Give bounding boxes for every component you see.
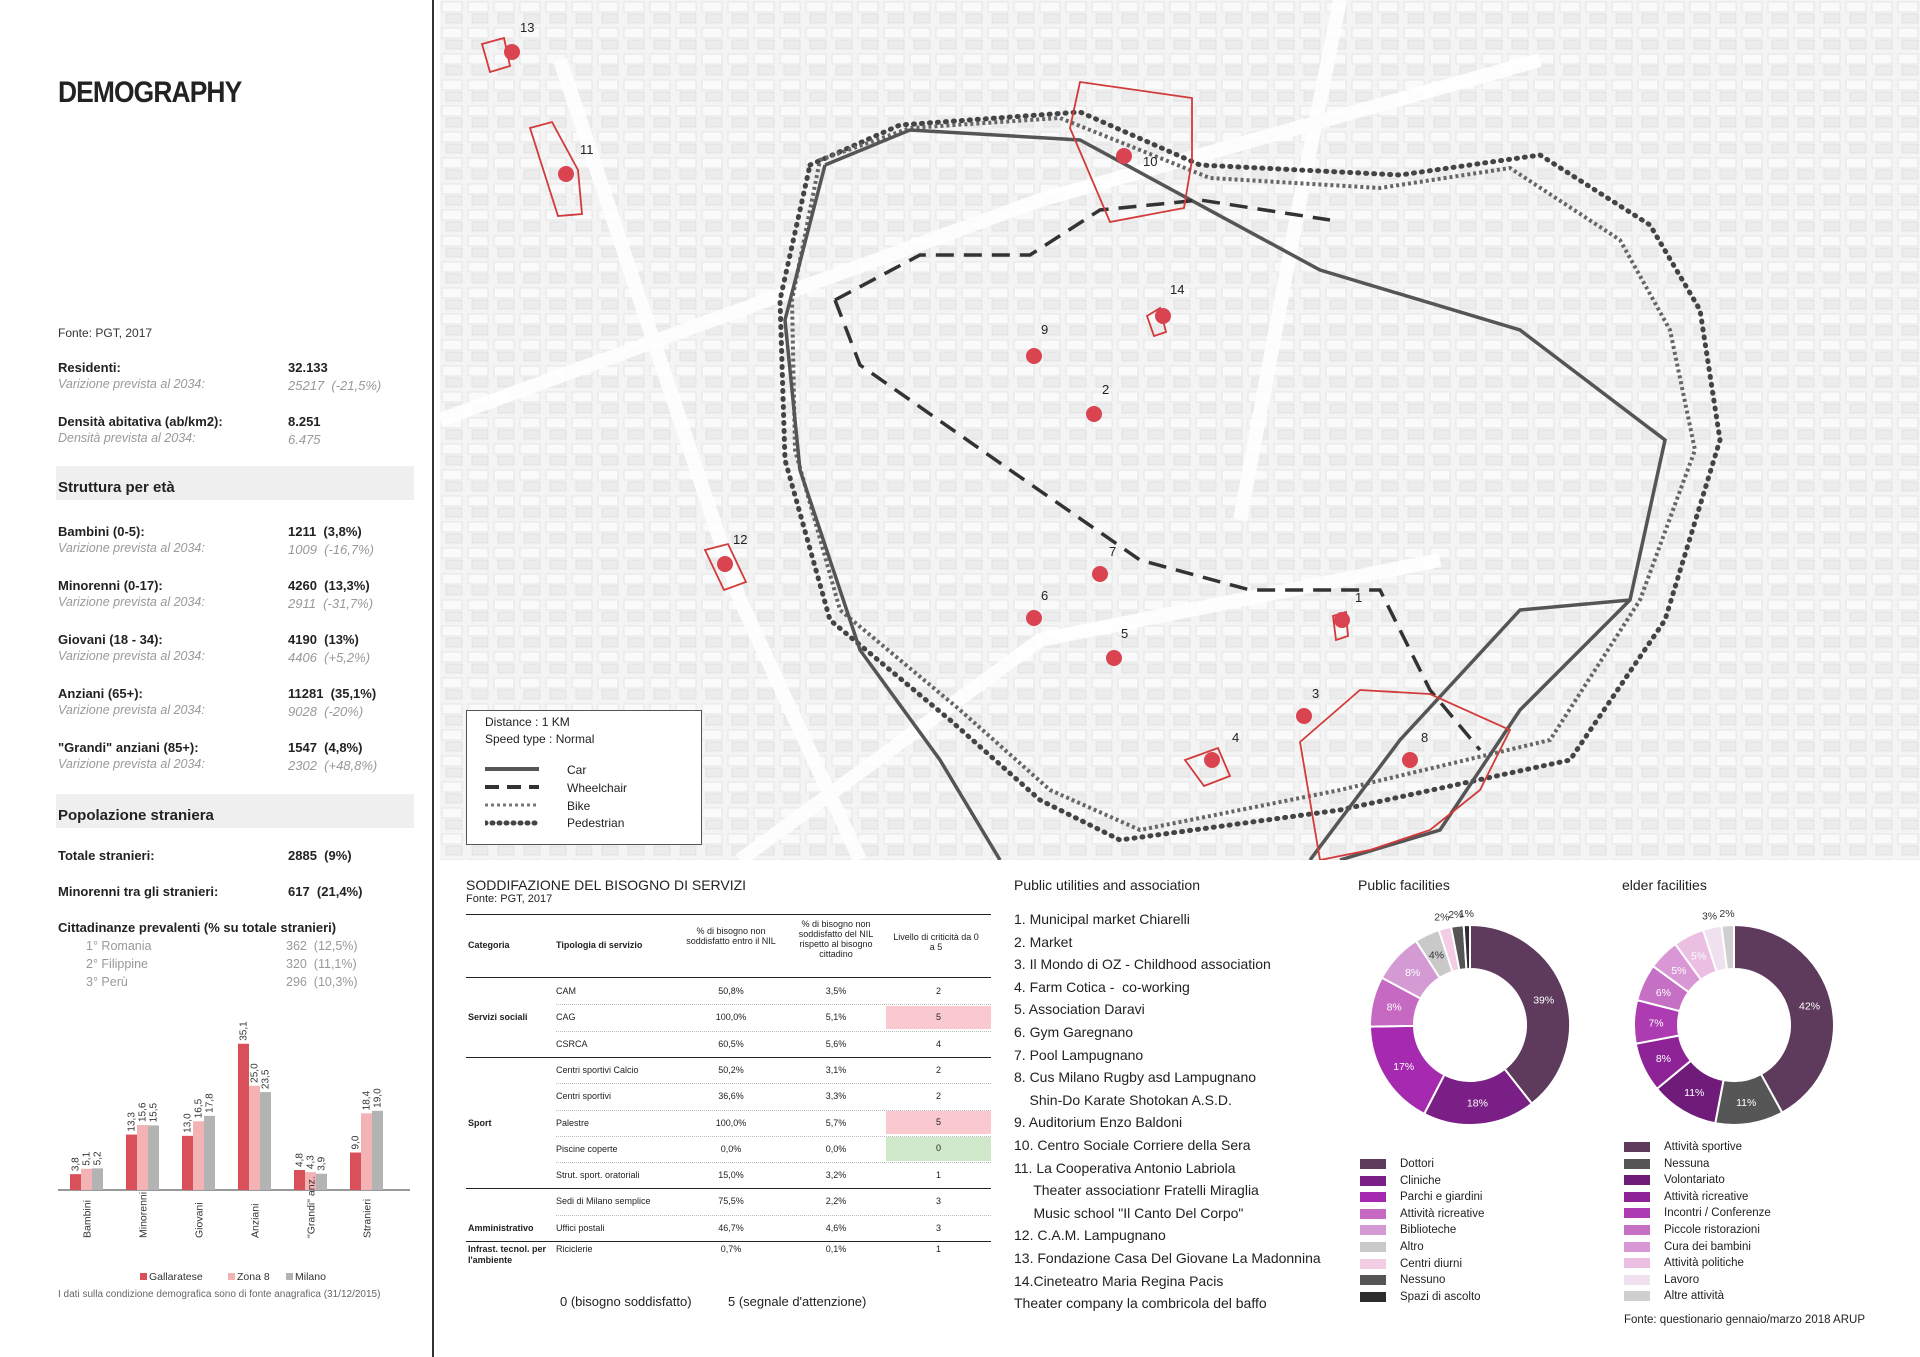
slice-label: 18% — [1466, 1097, 1488, 1110]
cell-cittadino: 2,2% — [825, 1196, 847, 1207]
utility-item: 8. Cus Milano Rugby asd Lampugnano — [1014, 1069, 1257, 1086]
legend-distance: Distance : 1 KM — [485, 715, 570, 729]
cell-cittadino: 3,3% — [825, 1091, 847, 1102]
cell-cittadino: 4,6% — [825, 1222, 847, 1233]
legend-label: Attività sportive — [1664, 1141, 1742, 1153]
legend-label: Gallaratese — [149, 1271, 203, 1283]
legend-item — [1624, 1189, 1771, 1206]
col-header-tipologia: Tipologia di servizio — [556, 940, 643, 950]
demography-bar-chart — [40, 1005, 430, 1345]
cell-cittadino: 3,5% — [825, 986, 847, 996]
bar-value-label: 13,3 — [126, 1112, 138, 1132]
utility-item: 5. Association Daravi — [1014, 1001, 1145, 1018]
cell-categoria: Infrast. tecnol. per l'ambiente — [468, 1244, 547, 1265]
bar-value-label: 5,1 — [81, 1151, 93, 1166]
marker-label: 11 — [580, 142, 594, 157]
legend-label: Incontri / Conferenze — [1664, 1207, 1771, 1220]
legend-label: Parchi e giardini — [1400, 1191, 1483, 1204]
site-marker-7[interactable] — [1092, 566, 1108, 582]
legend-line-samples — [485, 763, 541, 833]
legend-swatch — [1624, 1142, 1650, 1152]
slice-label: 5% — [1671, 964, 1687, 977]
slice-label: 11% — [1736, 1097, 1757, 1110]
cell-cittadino: 3,1% — [825, 1064, 847, 1075]
cell-tipologia: CAM — [556, 986, 576, 996]
utility-item: 9. Auditorium Enzo Baldoni — [1014, 1114, 1183, 1131]
utility-item: Theater associationr Fratelli Miraglia — [1014, 1182, 1259, 1199]
legend-swatch — [1360, 1242, 1386, 1252]
citizenship-item: 2° Filippine 320 (11,1%) — [86, 957, 357, 971]
age-item-giovani: Giovani (18 - 34): 4190 (13%) Varizione prevista al 2034: 4406 (+5,2%) — [58, 632, 371, 665]
stat-residents: Residenti: 32.133 Varizione prevista al 2034: 25217 (-21,5%) — [58, 360, 382, 393]
bar-value-label: 18,4 — [361, 1090, 373, 1111]
cell-livello: 1 — [935, 1170, 941, 1181]
demography-panel — [0, 0, 434, 1357]
utilities-heading: Public utilities and association — [1014, 877, 1200, 893]
foreign-minors: Minorenni tra gli stranieri: 617 (21,4%) — [58, 884, 363, 899]
legend-label: Lavoro — [1664, 1273, 1700, 1286]
site-marker-9[interactable] — [1026, 348, 1042, 364]
survey-source: Fonte: questionario gennaio/marzo 2018 ARUP — [1624, 1314, 1866, 1326]
bar — [182, 1136, 193, 1190]
legend-label: Cura dei bambini — [1664, 1240, 1751, 1253]
bar — [193, 1121, 204, 1190]
bar — [81, 1169, 92, 1190]
marker-label: 4 — [1232, 730, 1240, 745]
cell-nil: 15,0% — [718, 1170, 744, 1181]
cell-cittadino: 5,6% — [825, 1038, 847, 1049]
col-header-nil: % di bisogno non soddisfatto entro il NIL — [686, 926, 776, 946]
citizenship-item: 3° Perù 296 (10,3%) — [86, 975, 358, 989]
cell-livello: 2 — [935, 1091, 941, 1102]
legend-swatch — [1624, 1225, 1650, 1235]
utility-item: 10. Centro Sociale Corriere della Sera — [1014, 1136, 1251, 1153]
utility-item: Shin-Do Karate Shotokan A.S.D. — [1014, 1091, 1232, 1108]
scale-low: 0 (bisogno soddisfatto) — [560, 1294, 692, 1309]
legend-swatch — [1624, 1192, 1650, 1202]
legend-label: Centri diurni — [1400, 1257, 1462, 1270]
cell-livello: 2 — [935, 1064, 941, 1075]
age-item-minorenni: Minorenni (0-17): 4260 (13,3%) Varizione prevista al 2034: 2911 (-31,7%) — [58, 578, 374, 611]
bar-value-label: 17,8 — [204, 1093, 216, 1113]
legend-item — [1360, 1222, 1484, 1239]
cell-categoria: Servizi sociali — [468, 1012, 528, 1023]
table-row — [466, 1110, 991, 1136]
utility-item: 2. Market — [1014, 933, 1073, 950]
cell-livello: 2 — [935, 986, 941, 996]
bar — [148, 1125, 159, 1190]
services-table — [466, 914, 991, 1265]
site-marker-14[interactable] — [1155, 308, 1171, 324]
legend-label: Attività ricreative — [1664, 1190, 1749, 1203]
table-row — [466, 1057, 991, 1083]
table-row — [466, 1136, 991, 1162]
age-item-bambini: Bambini (0-5): 1211 (3,8%) Varizione prevista al 2034: 1009 (-16,7%) — [58, 524, 374, 557]
bar — [238, 1044, 249, 1190]
legend-wheelchair: Wheelchair — [567, 781, 628, 795]
slice-label: 42% — [1799, 1000, 1821, 1013]
bar-value-label: 4,8 — [294, 1153, 306, 1167]
bar-value-label: 5,2 — [92, 1151, 104, 1166]
site-marker-5[interactable] — [1106, 650, 1122, 666]
col-header-livello: Livello di criticità da 0 a 5 — [893, 932, 979, 952]
legend-swatch — [286, 1273, 293, 1280]
site-marker-1[interactable] — [1334, 612, 1350, 628]
legend-item — [1360, 1206, 1484, 1223]
slice-label: 11% — [1684, 1087, 1705, 1100]
cell-cittadino: 0,1% — [825, 1244, 847, 1254]
legend-item — [1624, 1205, 1771, 1222]
marker-label: 12 — [733, 532, 748, 547]
utility-item: 1. Municipal market Chiarelli — [1014, 911, 1190, 927]
bar-value-label: 23,5 — [260, 1069, 272, 1090]
cell-tipologia: CAG — [556, 1012, 576, 1023]
site-marker-8[interactable] — [1402, 752, 1418, 768]
elder-facilities-donut — [1624, 895, 1854, 1135]
foreign-population-heading: Popolazione straniera — [56, 794, 414, 828]
col-header-cittadino: % di bisogno non soddisfatto del NIL rispetto al bisogno cittadino — [798, 919, 874, 959]
slice-label: 7% — [1648, 1017, 1664, 1030]
age-item-anziani: Anziani (65+): 11281 (35,1%) Varizione prevista al 2034: 9028 (-20%) — [58, 686, 377, 719]
marker-label: 7 — [1109, 544, 1117, 559]
bar — [137, 1125, 148, 1190]
legend-swatch — [1624, 1208, 1650, 1218]
public-facilities-donut — [1360, 895, 1590, 1135]
foreign-total: Totale stranieri: 2885 (9%) — [58, 848, 352, 863]
marker-label: 13 — [520, 20, 535, 35]
cell-nil: 0,0% — [720, 1143, 742, 1154]
bar-value-label: 35,1 — [238, 1021, 250, 1041]
legend-swatch — [1360, 1225, 1386, 1235]
cell-cittadino: 5,7% — [825, 1117, 847, 1128]
legend-item — [1360, 1289, 1484, 1306]
legend-label: Dottori — [1400, 1158, 1434, 1170]
bar — [372, 1111, 383, 1190]
legend-item — [1360, 1256, 1484, 1273]
legend-swatch — [1624, 1159, 1650, 1169]
cell-tipologia: Strut. sport. oratoriali — [556, 1170, 640, 1181]
cell-tipologia: Sedi di Milano semplice — [556, 1196, 651, 1207]
legend-swatch — [1360, 1292, 1386, 1302]
utility-item: Theater company la combricola del baffo — [1014, 1295, 1267, 1312]
site-marker-10[interactable] — [1116, 148, 1132, 164]
bar — [249, 1086, 260, 1190]
marker-label: 10 — [1143, 154, 1158, 169]
slice-label: 6% — [1655, 986, 1672, 999]
table-row — [466, 1162, 991, 1188]
marker-label: 2 — [1102, 382, 1110, 397]
slice-label: 8% — [1405, 967, 1421, 980]
legend-label: Attività politiche — [1664, 1257, 1744, 1270]
legend-label: Nessuna — [1664, 1157, 1710, 1170]
slice-label: 1% — [1458, 908, 1475, 921]
page-title: DEMOGRAPHY — [58, 76, 242, 109]
legend-speed: Speed type : Normal — [485, 732, 595, 746]
bar-value-label: 15,6 — [137, 1102, 149, 1122]
public-facilities-legend — [1360, 1156, 1484, 1305]
cell-nil: 50,8% — [718, 986, 744, 996]
site-marker-4[interactable] — [1204, 752, 1220, 768]
slice-label: 8% — [1386, 1001, 1402, 1014]
legend-item — [1624, 1288, 1771, 1305]
legend-swatch — [1360, 1259, 1386, 1269]
legend-swatch — [1360, 1192, 1386, 1202]
table-row — [466, 1083, 991, 1109]
bar — [204, 1116, 215, 1190]
cell-tipologia: Uffici postali — [556, 1222, 605, 1233]
site-marker-2[interactable] — [1086, 406, 1102, 422]
cell-nil: 36,6% — [718, 1091, 744, 1102]
elder-facilities-legend — [1624, 1139, 1771, 1305]
bar-value-label: 9,0 — [350, 1135, 362, 1150]
source-note: Fonte: PGT, 2017 — [58, 326, 153, 340]
cell-tipologia: Palestre — [556, 1117, 590, 1128]
utility-item: 6. Gym Garegnano — [1014, 1023, 1134, 1040]
table-row — [466, 1215, 991, 1241]
site-marker-11[interactable] — [558, 166, 574, 182]
legend-swatch — [1624, 1175, 1650, 1185]
citizenship-heading: Cittadinanze prevalenti (% su totale stranieri) — [58, 920, 337, 935]
site-marker-12[interactable] — [717, 556, 733, 572]
cell-livello: 5 — [886, 1111, 991, 1134]
legend-bike: Bike — [567, 799, 591, 813]
cell-nil: 0,7% — [720, 1244, 742, 1254]
legend-car: Car — [567, 763, 587, 777]
cell-tipologia: Centri sportivi — [556, 1091, 612, 1102]
legend-label: Milano — [295, 1271, 326, 1283]
bar-value-label: 13,0 — [182, 1113, 194, 1133]
cell-livello: 3 — [935, 1222, 941, 1233]
utility-item: 7. Pool Lampugnano — [1014, 1046, 1144, 1063]
bar — [260, 1092, 271, 1190]
bar-value-label: 16,5 — [193, 1098, 205, 1119]
cell-nil: 50,2% — [718, 1064, 744, 1075]
legend-item — [1624, 1255, 1771, 1272]
legend-swatch — [1624, 1242, 1650, 1252]
legend-label: Nessuno — [1400, 1274, 1446, 1287]
cell-livello: 4 — [935, 1038, 941, 1049]
cell-tipologia: Riciclerie — [556, 1244, 593, 1254]
site-marker-13[interactable] — [504, 44, 520, 60]
legend-item — [1624, 1222, 1771, 1239]
col-header-categoria: Categoria — [468, 940, 510, 950]
category-label: "Grandi" anz. — [305, 1176, 318, 1238]
slice-label: 2% — [1448, 908, 1464, 921]
legend-item — [1624, 1172, 1771, 1189]
citizenship-item: 1° Romania 362 (12,5%) — [86, 939, 358, 953]
legend-swatch — [1360, 1275, 1386, 1285]
bar — [350, 1153, 361, 1191]
bar — [92, 1168, 103, 1190]
map-legend — [466, 710, 702, 845]
marker-label: 8 — [1421, 730, 1429, 745]
legend-swatch — [228, 1273, 235, 1280]
site-marker-3[interactable] — [1296, 708, 1312, 724]
cell-livello: 1 — [935, 1244, 941, 1254]
cell-categoria: Amministrativo — [468, 1222, 534, 1233]
legend-label: Biblioteche — [1400, 1224, 1457, 1237]
slice-label: 2% — [1434, 911, 1450, 924]
cell-cittadino: 0,0% — [825, 1143, 847, 1154]
cell-categoria: Sport — [468, 1117, 492, 1128]
category-label: Bambini — [81, 1200, 94, 1238]
legend-swatch — [1360, 1209, 1386, 1219]
marker-label: 1 — [1355, 590, 1363, 605]
donut-slice — [1470, 925, 1570, 1104]
table-row — [466, 1188, 991, 1214]
marker-label: 9 — [1041, 322, 1049, 337]
bar-value-label: 25,0 — [249, 1063, 261, 1083]
bar — [294, 1170, 305, 1190]
slice-label: 17% — [1393, 1061, 1415, 1074]
table-row — [466, 1004, 991, 1030]
cell-cittadino: 5,1% — [825, 1012, 847, 1023]
table-row — [466, 1031, 991, 1057]
legend-pedestrian: Pedestrian — [567, 816, 625, 830]
site-marker-6[interactable] — [1026, 610, 1042, 626]
utility-item: Music school "Il Canto Del Corpo" — [1014, 1204, 1244, 1221]
legend-item — [1360, 1189, 1484, 1206]
cell-nil: 60,5% — [718, 1038, 744, 1049]
cell-tipologia: CSRCA — [556, 1038, 588, 1049]
age-item-grandi-anziani: "Grandi" anziani (85+): 1547 (4,8%) Varizione prevista al 2034: 2302 (+48,8%) — [58, 740, 378, 773]
slice-label: 4% — [1428, 949, 1445, 962]
legend-label: Altre attività — [1664, 1290, 1725, 1303]
marker-label: 6 — [1041, 588, 1049, 603]
legend-item — [1360, 1156, 1484, 1173]
legend-label: Attività ricreative — [1400, 1207, 1485, 1220]
bar-value-label: 15,5 — [148, 1102, 160, 1123]
cell-livello: 5 — [886, 1006, 991, 1029]
cell-cittadino: 3,2% — [825, 1170, 847, 1181]
table-title: SODDIFAZIONE DEL BISOGNO DI SERVIZI — [466, 877, 747, 893]
legend-label: Volontariato — [1664, 1174, 1725, 1187]
age-structure-heading: Struttura per età — [56, 466, 414, 500]
marker-label: 5 — [1121, 626, 1129, 641]
cell-nil: 75,5% — [718, 1196, 744, 1207]
slice-label: 39% — [1533, 994, 1555, 1007]
utility-item: 3. Il Mondo di OZ - Childhood association — [1014, 956, 1271, 973]
utility-item: 14.Cineteatro Maria Regina Pacis — [1014, 1272, 1224, 1289]
legend-item — [1624, 1139, 1771, 1156]
cell-nil: 100,0% — [715, 1117, 747, 1128]
legend-label: Spazi di ascolto — [1400, 1290, 1481, 1303]
slice-label: 2% — [1719, 908, 1735, 921]
cell-nil: 46,7% — [718, 1222, 744, 1233]
elder-facilities-title: elder facilities — [1622, 877, 1707, 893]
category-label: Giovani — [193, 1202, 206, 1238]
category-label: Anziani — [249, 1203, 262, 1238]
cell-livello: 0 — [886, 1137, 991, 1160]
table-row — [466, 978, 991, 1004]
bar — [70, 1174, 81, 1190]
category-label: Stranieri — [361, 1198, 374, 1238]
utility-item: 11. La Cooperativa Antonio Labriola — [1014, 1159, 1236, 1176]
legend-label: Altro — [1400, 1240, 1424, 1253]
legend-item — [1360, 1272, 1484, 1289]
utilities-list — [1014, 908, 1321, 1315]
bar-value-label: 3,8 — [70, 1157, 82, 1172]
legend-swatch — [1624, 1291, 1650, 1301]
slice-label: 5% — [1690, 950, 1707, 963]
legend-item — [1360, 1173, 1484, 1190]
legend-item — [1624, 1239, 1771, 1256]
bar-value-label: 4,3 — [305, 1155, 317, 1170]
bar — [361, 1113, 372, 1190]
table-row — [466, 1241, 991, 1267]
slice-label: 3% — [1701, 910, 1718, 923]
table-source: Fonte: PGT, 2017 — [466, 893, 553, 905]
legend-item — [1624, 1156, 1771, 1173]
cell-tipologia: Centri sportivi Calcio — [556, 1064, 639, 1075]
legend-label: Cliniche — [1400, 1174, 1441, 1187]
stat-density: Densità abitativa (ab/km2): 8.251 Densità prevista al 2034: 6.475 — [58, 414, 321, 447]
utility-item: 12. C.A.M. Lampugnano — [1014, 1227, 1166, 1244]
legend-swatch — [1624, 1258, 1650, 1268]
legend-item — [1624, 1272, 1771, 1289]
chart-note: I dati sulla condizione demografica sono di fonte anagrafica (31/12/2015) — [58, 1289, 381, 1300]
bar-value-label: 3,9 — [316, 1156, 328, 1171]
cell-tipologia: Piscine coperte — [556, 1143, 618, 1154]
slice-label: 8% — [1655, 1053, 1672, 1066]
bar — [126, 1135, 137, 1190]
scale-high: 5 (segnale d'attenzione) — [728, 1294, 867, 1309]
marker-label: 14 — [1170, 282, 1185, 297]
legend-label: Zona 8 — [237, 1271, 270, 1283]
utility-item: 13. Fondazione Casa Del Giovane La Madonnina — [1014, 1249, 1321, 1266]
cell-nil: 100,0% — [715, 1012, 747, 1023]
utility-item: 4. Farm Cotica - co-working — [1014, 978, 1190, 995]
legend-swatch — [1360, 1159, 1386, 1169]
legend-swatch — [140, 1273, 147, 1280]
bar — [316, 1174, 327, 1190]
cell-livello: 3 — [935, 1196, 941, 1207]
bar-value-label: 19,0 — [372, 1088, 384, 1108]
category-label: Minorenni — [137, 1191, 150, 1238]
marker-label: 3 — [1312, 686, 1320, 701]
legend-swatch — [1624, 1275, 1650, 1285]
legend-item — [1360, 1239, 1484, 1256]
legend-label: Piccole ristorazioni — [1664, 1223, 1760, 1236]
public-facilities-title: Public facilities — [1358, 877, 1450, 893]
legend-swatch — [1360, 1176, 1386, 1186]
